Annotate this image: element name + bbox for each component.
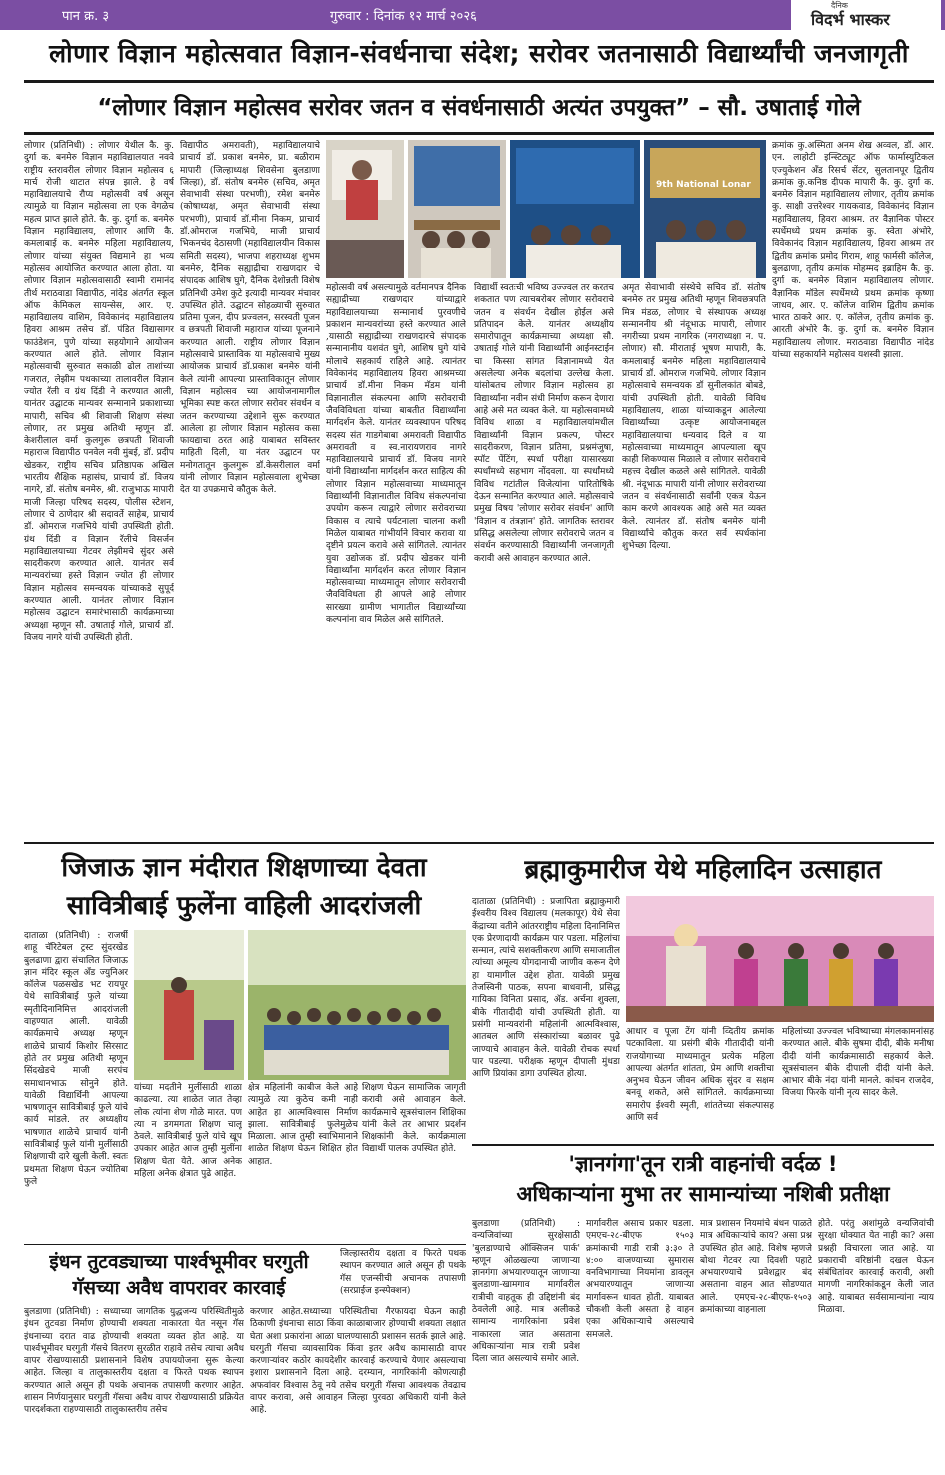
banner-text: 9th National Lonar [656, 180, 751, 190]
story1-column-5: अमृत सेवाभावी संस्थेचे सचिव डॉ. संतोष बनमेरु तर प्रमुख अतिथी म्हणून शिवछत्रपति मित्र मंडळ, लोणार चे संस्थापक अध्यक्ष सन्माननीय श्री नंदूभाऊ मापारी, लोणार नगरीच्या प्रथम नागरिक (नगराध्यक्षा न. प. लोणार) सौ. मीराताई भूषण मापारी, कै. कमलाबाई बनमेरु महिला महाविद्यालयाचे प्राचार्य डॉ. ओमराज गजभिये. लोणार विज्ञान महोत्सवाचे समन्वयक डॉ सुनीलकांत बोबडे, यांची उपस्थिती होती. यावेळी विविध महाविद्यालय, शाळा यांच्याकडून आलेल्या विद्यार्थ्यांच्या उत्कृष्ट आयोजनाबद्दल महाविद्यालयाचा धन्यवाद दिले व या महोत्सवाच्या माध्यमातून आपल्याला खूप काही शिकण्यास मिळाले व लोणार सरोवराचे महत्त्व देखील कळले असे सांगितले. यावेळी श्री. नंदूभाऊ मापारी यांनी लोणार सरोवराच्या जतन व संवर्धनासाठी सर्वांनी एकत्र येऊन काम करणे आवश्यक आहे असे मत व्यक्त केले. त्यानंतर डॉ. संतोष बनमेरु यांनी विद्यार्थ्यांचे कौतुक करत सर्व स्पर्धकांना शुभेच्छा दिल्या. [622, 283, 766, 552]
masthead-prefix: दैनिक [831, 1, 848, 10]
womens-day-photo [626, 896, 934, 1022]
story5-column-2: करणार आहेत.सध्याच्या परिस्थितीचा गैरफायदा घेऊन काही ठिकाणी इंधनाचा साठा किंवा काळाबाजार होण्याची शक्यता लक्षात घेता अशा प्रकारांना आळा घालण्यासाठी प्रशासन सतर्क झाले आहे. घरगुती गॅसचा व्यावसायिक किंवा इतर अवैध कामासाठी वापर करणाऱ्यांवर कठोर कायदेशीर कारवाई करण्याचे येणार असल्याचा इशारा प्रशासनाने दिला आहे. दरम्यान, नागरिकांनी कोणत्याही अफवांवर विश्वास ठेवू नये तसेच घरगुती गॅसचा आवश्यक तेवढाच वापर करावा, असे आवाहन जिल्हा पुरवठा अधिकारी यांनी केले आहे. [250, 1307, 466, 1416]
story5-column-1: बुलडाणा (प्रतिनिधी) : सध्याच्या जागतिक युद्धजन्य परिस्थितीमुळे इंधन तुटवडा निर्माण होण्याची शक्यता नाकारता येत नसून गॅस इंधनाच्या दरात वाढ होण्याची शक्यता व्यक्त होत आहे. या पार्श्वभूमीवर घरगुती गॅसचे वितरण सुरळीत राहावे तसेच त्याचा अवैध वापर रोखण्यासाठी प्रशासनाने विशेष उपाययोजना सुरू केल्या आहेत. जिल्हा व तालुकास्तरीय दक्षता व फिरते पथक स्थापन करण्यात आले असून ही पथके अचानक तपासणी करणार आहेत. शासन निर्णयानुसार घरगुती गॅसचा अवैध वापर रोखण्यासाठी प्रक्रियेत पारदर्शकता राहण्यासाठी तालुकास्तरीय तसेच [24, 1307, 244, 1416]
story2-photo-strip [134, 930, 466, 1080]
divider [24, 842, 934, 844]
story1-photo-strip [326, 140, 766, 278]
story1-column-4: विद्यार्थी स्वतःची भविष्य उज्ज्वल तर करतच शकतात पण त्याचबरोबर लोणार सरोवराचे जतन व संवर्धन देखील होईल असे प्रतिपादन केले. यानंतर अध्यक्षीय समारोपातून कार्यक्रमाच्या अध्यक्षा सौ. उषाताई गोले यांनी विद्यार्थ्यांनी आईनस्टाईन चा किस्सा सांगत विज्ञानामध्ये येत असलेल्या अनेक बदलांचा उल्लेख केला. यांसोबतच लोणार विज्ञान महोत्सव हा विद्यार्थ्यांना नवीन संधी निर्माण करून देणारा आहे असे मत व्यक्त केले. या महोत्सवामध्ये विविध शाळा व महाविद्यालयांमधील विद्यार्थ्यांनी विज्ञान प्रकल्प, पोस्टर सादरीकरण, विज्ञान प्रतिमा, प्रश्नमंजुषा, स्पॉट पेंटिंग, स्पर्धा परीक्षा यासारख्या स्पर्धांमध्ये सहभाग नोंदवला. या स्पर्धांमध्ये विविध गटांतील विजेत्यांना पारितोषिके देऊन सन्मानित करण्यात आले. महोत्सवाचे प्रमुख विषय 'लोणार सरोवर संवर्धन' आणि 'विज्ञान व तंत्रज्ञान' होते. जागतिक स्तरावर प्रसिद्ध असलेल्या लोणार सरोवराचे जतन व संवर्धन करण्यासाठी विद्यार्थ्यांनी जनजागृती करावी असे आवाहन करण्यात आले. [474, 283, 614, 564]
story4-column-3: मात्र प्रशासन नियमांचे बंधन पाळते मात्र अधिकाऱ्यांचे काय? असा प्रश्न उपस्थित होत आहे. विशेष म्हणजे बोथा गेटवर त्या दिवशी पहाटे अभयारण्याचे प्रवेशद्वार बंद असताना वाहन आत सोडण्यात आले. एमएच-२८-बीएफ-१५०३ क्रमांकाच्या वाहनाला [700, 1219, 812, 1316]
story1-column-1: लोणार (प्रतिनिधी) : लोणार येथील कै. कु. दुर्गा क. बनमेरु विज्ञान महाविद्यालयात नववे राष्ट्रीय स्तरावरील लोणार विज्ञान महोत्सव ६ मार्च रोजी थाटात संपन्न झाले. हे वर्ष महाविद्यालयाचे रौप्य महोत्सवी वर्ष असून त्यामुळे या विज्ञान महोत्सवा ला एक वेगळेच महत्व प्राप्त झाले होते. कै. कु. दुर्गा क. बनमेरु विज्ञान महाविद्यालय, लोणार आणि कै. कमलाबाई क. बनमेरु महिला महाविद्यालय, लोणार यांच्या संयुक्त विद्यमाने हा भव्य महोत्सव आयोजित करण्यात आला होता. या लोणार विज्ञान महोत्सवासाठी स्वामी रामानंद तीर्थ मराठवाडा विद्यापीठ, नांदेड अंतर्गत स्कूल ऑफ केमिकल सायन्सेस, आर. ए. महाविद्यालय वाशिम, विवेकानंद महाविद्यालय हिवरा आश्रम तसेच डॉ. पंडित विद्यासागर फाउंडेशन, पुणे यांच्या सहयोगाने आयोजन करण्यात आले होते. लोणार विज्ञान महोत्सवाची सुरुवात सकाळी ढोल ताशांच्या गजरात, लेझीम पथकाच्या तालावरील विज्ञान ज्योत रॅली व ग्रंथ दिंडी ने करण्यात आली, यानंतर उद्घाटक मान्यवर सन्मानाने प्रकाशाच्या मापारी, सचिव श्री शिवाजी शिक्षण संस्था लोणार, तर प्रमुख अतिथी म्हणून डॉ. केशरीलाल वर्मा कुलगुरू छत्रपती शिवाजी महाराज विद्यापीठ पनवेल नवी मुंबई, डॉ. प्रदीप खेडकर, राष्ट्रीय सचिव प्रतिष्ठापक अखिल भारतीय शैक्षिक महासंघ, प्राचार्य डॉ. विजय नागरे, डॉ. संतोष बनमेरु, श्री. राजुभाऊ मापारी माजी जिल्हा परिषद सदस्य, पोलीस स्टेशन, लोणार चे ठाणेदार श्री सदावर्ते साहेब, प्राचार्य डॉ. ओमराज गजभिये यांची उपस्थिती होती. ग्रंथ दिंडी व विज्ञान रॅलीचे विसर्जन महाविद्यालयाच्या गेटवर लेझीमचे सुंदर असे सादरीकरण करण्यात आले. यानंतर सर्व मान्यवरांच्या हस्ते विज्ञान ज्योत ही लोणार विज्ञान महोत्सव समन्वयक यांच्याकडे सुपूर्द करण्यात आली. यानंतर लोणार विज्ञान महोत्सव उद्घाटन समारंभासाठी कार्यक्रमाच्या अध्यक्षा म्हणून सौ. उषाताई गोले, प्राचार्य डॉ. विजय नागरे यांची उपस्थिती होती. [24, 141, 174, 643]
issue-date: गुरुवार : दिनांक १२ मार्च २०२६ [330, 9, 477, 24]
masthead [791, 0, 941, 30]
divider [24, 132, 934, 135]
school-photos [134, 930, 466, 1080]
story2-column-3: क्षेत्र महिलांनी काबीज केले आहे त्यामुळे त्या कुठेच कमी नाही आहेत हा आत्मविश्वास निर्माण झाला. सावित्रीबाई फुलेमुळेच मिळाला. आज तुम्ही स्वाभिमानाने शाळेत शिक्षण घेऊन शिक्षित होत आहात. [248, 1083, 358, 1167]
story4-column-4: होते. परंतु अशांमुळे वन्यजिवांची सुरक्षा धोक्यात येत नाही का? असा प्रश्नही विचारला जात आहे. या प्रकाराची वरिष्ठांनी दखल घेऊन संबंधितांवर कारवाई करावी, अशी मागणी नागरिकांकडून केली जात आहे. याबाबत सर्वसामान्यांना न्याय मिळावा. [818, 1219, 934, 1316]
top-bar [0, 0, 945, 30]
story5-side-text: जिल्हास्तरीय दक्षता व फिरते पथक स्थापन करण्यात आले असून ही पथके गॅस एजन्सीची अचानक तपासणी (सरप्राईज इन्स्पेक्शन) [340, 1249, 466, 1296]
story1-headline: लोणार विज्ञान महोत्सवात विज्ञान-संवर्धनाचा संदेश; सरोवर जतनासाठी विद्यार्थ्यांची जनजागृती [49, 39, 909, 68]
event-photos [326, 140, 766, 278]
divider [472, 1144, 934, 1146]
story1-column-2: विद्यापीठ अमरावती), महाविद्यालयाचे प्राचार्य डॉ. प्रकाश बनमेरु, प्रा. बळीराम मापारी (जिल्हाध्यक्ष शिवसेना बुलडाणा जिल्हा), डॉ. संतोष बनमेरु (सचिव, अमृत सेवाभावी संस्था परभणी), रमेश बनमेरु (कोषाध्यक्ष, अमृत सेवाभावी संस्था परभणी), प्राचार्य डॉ.मीना निकम, प्राचार्य डॉ.ओमराज गजभिये, माजी प्राचार्य भिकनचंद देठासणी (महाविद्यालयीन विकास समिती सदस्य), भाजपा शहराध्यक्ष शुभम बनमेरु, दैनिक सह्याद्रीचा राखणदार चे संपादक आशिष घुगे, दैनिक देशोन्नती विशेष प्रतिनिधी उमेश कुटे इत्यादी मान्यवर मंचावर उपस्थित होते. उद्घाटन सोहळ्याची सुरुवात प्रतिमा पूजन, दीप प्रज्वलन, सरस्वती पूजन व छत्रपती शिवाजी महाराज यांच्या पूजनाने करण्यात आली. राष्ट्रीय लोणार विज्ञान महोत्सवाचे प्रास्ताविक या महोत्सवाचे मुख्य आयोजक प्राचार्य डॉ.प्रकाश बनमेरु यांनी केले त्यांनी आपल्या प्रास्ताविकातून लोणार विज्ञान महोत्सव च्या आयोजनामागील भूमिका स्पष्ट करत लोणार सरोवर संवर्धन व जतन करण्याच्या उद्देशाने सुरू करण्यात आलेला हा लोणार विज्ञान महोत्सव कसा फायद्याचा ठरत आहे याबाबत सविस्तर माहिती दिली, या नंतर उद्घाटन पर मनोगतातून कुलगुरू डॉ.केसरीलाल वर्मा यांनी लोणार विज्ञान महोत्सवाला शुभेच्छा देत या उपक्रमाचे कौतुक केले. [180, 141, 320, 496]
story3-column-1: दाताळा (प्रतिनिधी) : प्रजापिता ब्रह्माकुमारी ईश्वरीय विश्व विद्यालय (मलकापूर) येथे सेवा केंद्राच्या वतीने आंतरराष्ट्रीय महिला दिनानिमित्त एक प्रेरणादायी कार्यक्रम पार पडला. महिलांचा सन्मान, त्यांचे सशक्तीकरण आणि समाजातील त्यांच्या अमूल्य योगदानाची जाणीव करून देणे हा यामागील उद्देश होता. यावेळी प्रमुख तेजस्विनी पाठक, सपना बाधवानी, प्रसिद्ध गायिका विनिता प्रसाद, ॲड. अर्चना शुक्ला, बीके गीतादीदी यांची उपस्थिती होती. या प्रसंगी मान्यवरांनी महिलांनी आत्मविश्वास, आतबल आणि संस्कारांच्या बळावर पुढे जाण्याचे आवाहन केले. यावेळी रोचक स्पर्धा पार पडल्या. परीक्षक म्हणून दीपाली मुंधडा आणि प्रियांका डागा उपस्थित होत्या. [472, 897, 620, 1080]
page-number: पान क्र. ३ [62, 9, 110, 24]
story5-headline-line1: इंधन तुटवड्याच्या पार्श्वभूमीवर घरगुती [49, 1251, 309, 1273]
story3-headline: ब्रह्माकुमारीज येथे महिलादिन उत्साहात [524, 855, 882, 885]
story2-column-2: यांच्या मदतीने मुलींसाठी शाळा काढल्या. त्या शाळेत जात तेव्हा लोक त्यांना शेण गोळे मारत. पण त्या न डगमगता शिक्षण चालू ठेवले. सावित्रीबाई फुले यांचे खूप उपकार आहेत आज तुम्ही मुलींना शिक्षण घेता येते. आज अनेक महिला अनेक क्षेत्रात पुढे आहेत. [134, 1083, 242, 1180]
divider [24, 80, 934, 83]
story2-headline-line1: जिजाऊ ज्ञान मंदीरात शिक्षणाच्या देवता [61, 853, 427, 883]
story1-column-3: महोत्सवी वर्ष असल्यामुळे वर्तमानपत्र दैनिक सह्याद्रीच्या राखणदार यांच्याद्वारे महाविद्यालयाच्या सन्मानार्थ पुरवणीचे प्रकाशन मान्यवरांच्या हस्ते करण्यात आले ,यासाठी सह्याद्रीच्या राखणदारचे संपादक सन्मानानीय यशवंत घुगे, आशिष घुगे यांचे मोलाचे सहकार्य राहिले आहे. त्यानंतर विवेकानंद महाविद्यालय हिवरा आश्रमच्या प्राचार्य डॉ.मीना निकम मॅडम यांनी विज्ञानातील संकल्पना आणि सरोवराची जैवविविधता यांच्या बाबतीत विद्यार्थ्यांना मार्गदर्शन केले. यानंतर व्यवस्थापन परिषद सदस्य संत गाडगेबाबा अमरावती विद्यापीठ अमरावती व स्व.नारायणराव नागरे महाविद्यालयाचे प्राचार्य डॉ. विजय नागरे यांनी विद्यार्थ्यांना मार्गदर्शन करत साहित्य की लोणार विज्ञान महोत्सवाच्या माध्यमातून विद्यार्थ्यांनी विज्ञानातील विविध संकल्पनांचा उपयोग करून त्याद्वारे लोणार सरोवराच्या विकास व त्याचे पर्यटनाला चालना कशी मिळेल याबाबत गांभीर्याने विचार करावा या दृष्टीने प्रयत्न करावे असे सांगितले. त्यानंतर युवा उद्योजक डॉ. प्रदीप खेडकर यांनी विद्यार्थ्यांना मार्गदर्शन करत लोणार विज्ञान महोत्सवाच्या माध्यमातून लोणार सरोवराची जैवविविधता ही आपले आहे लोणार सारख्या ग्रामीण भागातील विद्यार्थ्यांच्या कल्पनांना वाव मिळेल असे सांगितले. [326, 283, 466, 626]
story3-column-3: महिलांच्या उज्ज्वल भविष्याच्या मंगलकामनांसह करण्यात आले. बीके सुषमा दीदी, बीके मनीषा दीदी यांनी कार्यक्रमासाठी सहकार्य केले. सूत्रसंचालन बीके दीपाली दीदी यांनी केले. आभार बीके नंदा यांनी मानले. कांचन राजदेव, विजया फिरके यांनी नृत्य सादर केले. [782, 1027, 934, 1099]
divider [24, 1244, 466, 1245]
story2-headline-line2: सावित्रीबाई फुलेंना वाहिली आदरांजली [66, 891, 422, 921]
story5-headline-line2: गॅसच्या अवैध वापरावर कारवाई [72, 1277, 286, 1299]
masthead-name: विदर्भ भास्कर [811, 10, 890, 29]
story1-subheadline: “लोणार विज्ञान महोत्सव सरोवर जतन व संवर्धनासाठी अत्यंत उपयुक्त” – सौ. उषाताई गोले [97, 95, 861, 121]
story3-photo [626, 896, 934, 1022]
story2-column-1: दाताळा (प्रतिनिधी) : राजर्षी शाहू चॅरिटेबल ट्रस्ट सुंदरखेड बुलढाणा द्वारा संचालित जिजाऊ ज्ञान मंदिर स्कूल ॲंड ज्युनिअर कॉलेज पळसखेड भट रायपूर येथे सावित्रीबाई फुले यांच्या स्मृतीदिनानिमित्त आदरांजली वाहण्यात आली. यावेळी कार्यक्रमाचे अध्यक्ष म्हणून शाळेचे प्राचार्य किशोर सिरसाट होते तर प्रमुख अतिथी म्हणून सिंदखेडचे माजी सरपंच समाधानभाऊ सोनुने होते. यावेळी विद्यार्थिनी आपल्या भाषणातून सावित्रीबाई फुले यांचे कार्य मांडले. तर अध्यक्षीय भाषणात शाळेचे प्राचार्य यांनी सावित्रीबाई फुले यांनी मुलींसाठी शिक्षणाची दारे खुली केली. स्वतः प्रथमता शिक्षण घेऊन ज्योतिबा फुले [24, 931, 128, 1187]
story2-column-4: शिक्षण घेऊन सामाजिक जागृती करावी असे आवाहन केले. कार्यक्रमाचे सूत्रसंचालन शिक्षिका यांनी केले तर आभार प्रदर्शन शिक्षकांनी केले. कार्यक्रमाला विद्यार्थी पालक उपस्थित होते. [362, 1083, 466, 1155]
story4-column-2: मार्गावरील असाच प्रकार घडला. एमएच-२८-बीएफ १५०३ क्रमांकाची गाडी रात्री ३:३० ते ४:०० वाजण्याच्या सुमारास वनविभागाच्या नियमांना डावलून अभयारण्यातून जाणाऱ्या मार्गावरून धावत होती. याबाबत चौकशी केली असता हे वाहन एका अधिकाऱ्याचे असल्याचे समजले. [586, 1219, 694, 1340]
story4-column-1: बुलडाणा (प्रतिनिधी) : वन्यजिवांच्या सुरक्षेसाठी 'बुलडाण्याचे ऑक्सिजन पार्क' म्हणून ओळखल्या जाणाऱ्या ज्ञानगंगा अभयारण्यातून जाणाऱ्या बुलडाणा-खामगाव मार्गावरील रात्रीची वाहतूक ही उद्दिष्टांनी बंद ठेवलेली आहे. मात्र अलीकडे सामान्य नागरिकांना प्रवेश नाकारला जात असताना अधिकाऱ्यांना मात्र रात्री प्रवेश दिला जात असल्याचे समोर आले. [472, 1219, 580, 1365]
story4-headline-line2: अधिकाऱ्यांना मुभा तर सामान्यांच्या नशिबी प्रतीक्षा [516, 1182, 890, 1206]
story3-column-2: आधार व पूजा टेंग यांनी व्दितीय क्रमांक पटकाविला. या प्रसंगी बीके गीतादीदी यांनी राजयोगाच्या माध्यमातून प्रत्येक महिला आपल्या अंतर्गत शांतता, प्रेम आणि शक्तीचा अनुभव घेऊन जीवन अधिक सुंदर व सक्षम बनवू शकते, असे सांगितले. कार्यक्रमाच्या समारोप ईश्वरी स्मृती, शांततेच्या संकल्पासह आणि सर्व [626, 1027, 774, 1124]
story1-column-6: क्रमांक कु.अस्मिता अनम शेख अव्वल, डॉ. आर. एन. लाहोटी इन्स्टिट्यूट ऑफ फार्मास्युटिकल एज्युकेशन अँड रिसर्च सेंटर, सुलतानपूर द्वितीय क्रमांक कु.कनिष्ठ दीपक मापारी कै. कु. दुर्गा क. बनमेरु विज्ञान महाविद्यालय लोणार, तृतीय क्रमांक कु. साक्षी उत्तरेश्वर गायकवाड, विवेकानंद विज्ञान महाविद्यालय, हिवरा आश्रम. तर वैज्ञानिक पोस्टर स्पर्धेमध्ये प्रथम क्रमांक कु. स्वेता अंभोरे, विवेकानंद विज्ञान महाविद्यालय, हिवरा आश्रम तर द्वितीय क्रमांक प्रमोद गिराम, शाहू फार्मसी कॉलेज, बुलढाणा, तृतीय क्रमांक मोहम्मद इब्राहिम कै. कु. दुर्गा क. बनमेरु विज्ञान महाविद्यालय लोणार. वैज्ञानिक मॉडेल स्पर्धेमध्ये प्रथम क्रमांक कृष्णा जाधव, आर. ए. कॉलेज वाशिम द्वितीय क्रमांक भारत ठाकरे आर. ए. कॉलेज, तृतीय क्रमांक कु. आरती अंभोरे कै. कु. दुर्गा क. बनमेरु विज्ञान महाविद्यालय लोणार. मराठवाडा विद्यापीठ नांदेड यांच्या सहकार्याने महोत्सव यशस्वी झाला. [772, 141, 934, 361]
story4-headline-line1: 'ज्ञानगंगा'तून रात्री वाहनांची वर्दळ ! [568, 1152, 838, 1176]
